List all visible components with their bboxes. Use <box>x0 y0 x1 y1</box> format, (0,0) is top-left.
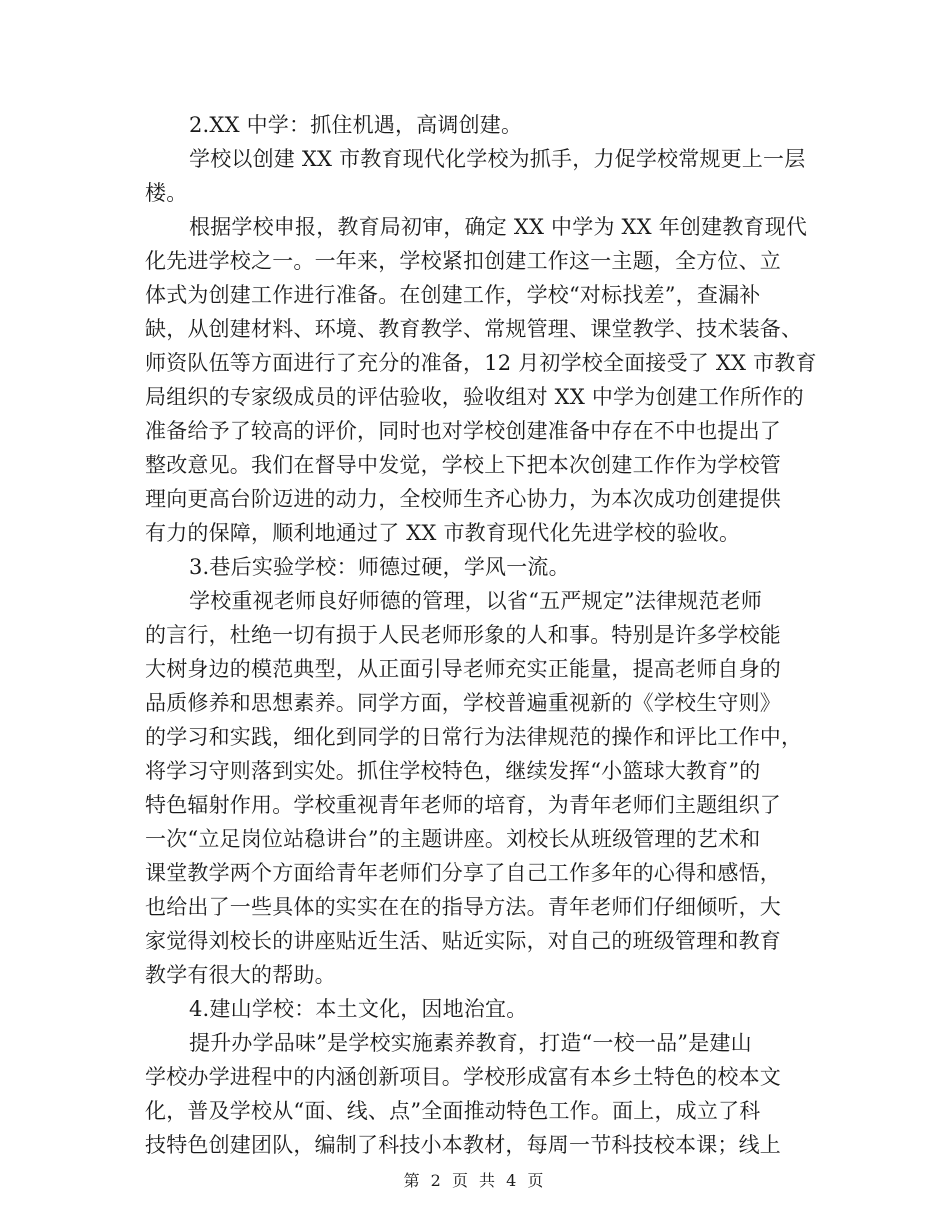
text-line: 也给出了一些具体的实实在在的指导方法。青年老师们仔细倾听，大 <box>145 895 781 919</box>
text-line: 理向更高台阶迈进的动力，全校师生齐心协力，为本次成功创建提供 <box>145 487 781 511</box>
text-line: 有力的保障，顺利地通过了 XX 市教育现代化先进学校的验收。 <box>145 521 741 545</box>
text-line: 课堂教学两个方面给青年老师们分享了自己工作多年的心得和感悟， <box>145 861 781 885</box>
text-line: 教学有很大的帮助。 <box>145 963 336 987</box>
text-line: 技特色创建团队，编制了科技小本教材，每周一节科技校本课；线上 <box>145 1133 781 1157</box>
text-line: 学校重视老师良好师德的管理，以省“五严规定”法律规范老师 <box>189 589 763 613</box>
text-line: 提升办学品味”是学校实施素养教育，打造“一校一品”是建山 <box>189 1031 752 1055</box>
text-line: 品质修养和思想素养。同学方面，学校普遍重视新的《学校生守则》 <box>145 691 781 715</box>
text-line: 3.巷后实验学校：师德过硬，学风一流。 <box>189 555 570 579</box>
text-line: 缺，从创建材料、环境、教育教学、常规管理、课堂教学、技术装备、 <box>145 317 803 341</box>
text-line: 4.建山学校：本土文化，因地治宜。 <box>189 997 528 1021</box>
text-line: 的学习和实践，细化到同学的日常行为法律规范的操作和评比工作中， <box>145 725 803 749</box>
text-line: 整改意见。我们在督导中发觉，学校上下把本次创建工作作为学校管 <box>145 453 781 477</box>
text-line: 一次“立足岗位站稳讲台”的主题讲座。刘校长从班级管理的艺术和 <box>145 827 761 851</box>
text-line: 的言行，杜绝一切有损于人民老师形象的人和事。特别是许多学校能 <box>145 623 781 647</box>
text-line: 化先进学校之一。一年来，学校紧扣创建工作这一主题，全方位、立 <box>145 249 781 273</box>
text-line: 化，普及学校从“面、线、点”全面推动特色工作。面上，成立了科 <box>145 1099 761 1123</box>
text-line: 2.XX 中学：抓住机遇，高调创建。 <box>189 113 523 137</box>
text-line: 局组织的专家级成员的评估验收，验收组对 XX 中学为创建工作所作的 <box>145 385 804 409</box>
text-line: 家觉得刘校长的讲座贴近生活、贴近实际，对自己的班级管理和教育 <box>145 929 781 953</box>
text-line: 学校办学进程中的内涵创新项目。学校形成富有本乡土特色的校本文 <box>145 1065 781 1089</box>
text-line: 根据学校申报，教育局初审，确定 XX 中学为 XX 年创建教育现代 <box>189 215 808 239</box>
text-line: 体式为创建工作进行准备。在创建工作，学校“对标找差”，查漏补 <box>145 283 761 307</box>
text-line: 大树身边的模范典型，从正面引导老师充实正能量，提高老师自身的 <box>145 657 781 681</box>
text-line: 楼。 <box>145 181 188 205</box>
document-body <box>145 108 817 1162</box>
text-line: 特色辐射作用。学校重视青年老师的培育，为青年老师们主题组织了 <box>145 793 781 817</box>
text-line: 学校以创建 XX 市教育现代化学校为抓手，力促学校常规更上一层 <box>189 147 806 171</box>
text-line: 将学习守则落到实处。抓住学校特色，继续发挥“小篮球大教育”的 <box>145 759 761 783</box>
text-line: 准备给予了较高的评价，同时也对学校创建准备中存在不中也提出了 <box>145 419 781 443</box>
text-line: 师资队伍等方面进行了充分的准备，12 月初学校全面接受了 XX 市教育 <box>145 351 817 375</box>
page-footer: 第 2 页 共 4 页 <box>403 1171 547 1190</box>
